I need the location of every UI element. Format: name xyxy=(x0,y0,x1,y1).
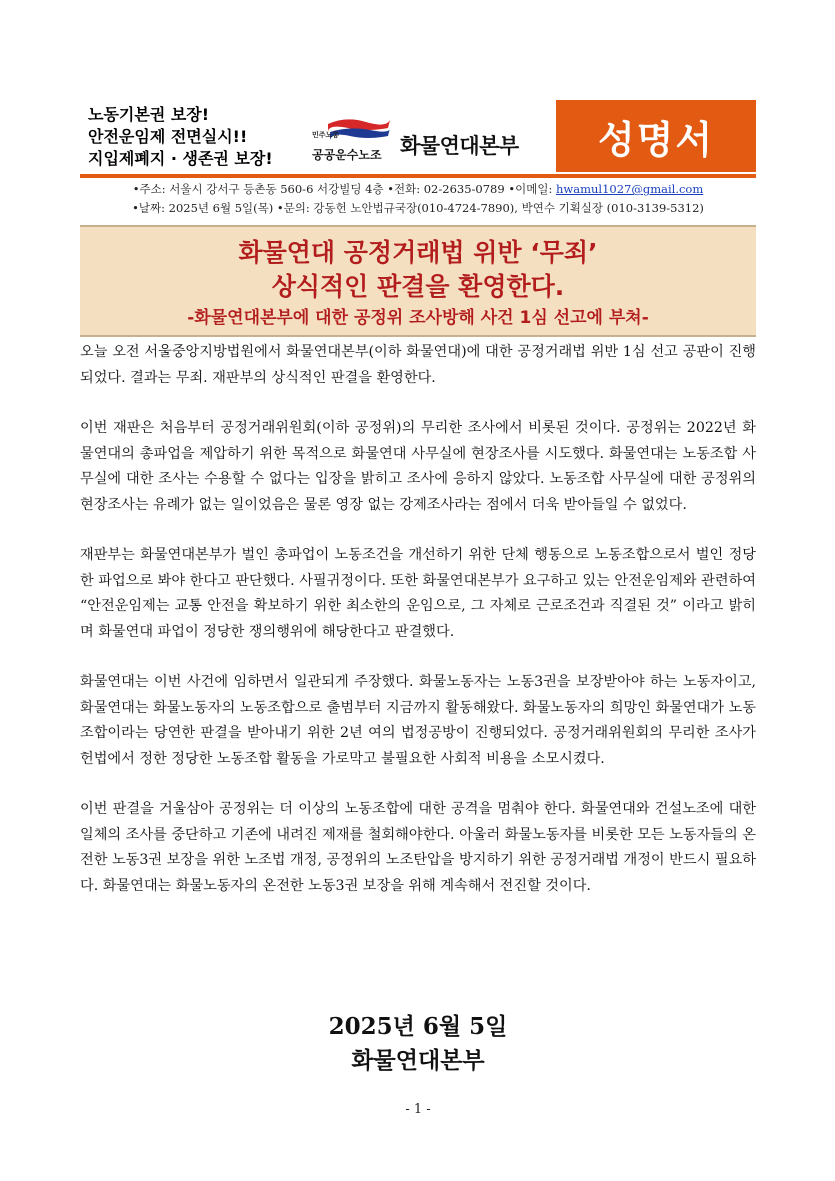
header-divider xyxy=(80,174,756,178)
org-name: 화물연대본부 xyxy=(400,134,519,158)
paragraph-3: 재판부는 화물연대본부가 벌인 총파업이 노동조건을 개선하기 위한 단체 행동으로 노동조합으로서 벌인 정당한 파업으로 봐야 한다고 판단했다. 사필귀정이다. 또한 화물연대본부가 요구하고 있는 안전운임제와 관련하여 “안전운임제는 교통 안전을 확보하기 위한 최소한의 운임으로, 그 자체로 근로조건과 직결된 것” 이라고 밝히며 화물연대 파업이 정당한 쟁의행위에 해당한다고 판결했다. xyxy=(80,547,756,640)
paragraph-4: 화물연대는 이번 사건에 임하면서 일관되게 주장했다. 화물노동자는 노동3권을 보장받아야 하는 노동자이고, 화물연대는 화물노동자의 노동조합으로 출범부터 지금까지 활동해왔다. 화물노동자의 희망인 화물연대가 노동조합이라는 당연한 판결을 받아내기 위한 2년 여의 법정공방이 진행되었다. 공정거래위원회의 무리한 조사가 헌법에서 정한 정당한 노동조합 활동을 가로막고 불필요한 사회적 비용을 소모시켰다. xyxy=(80,674,756,767)
headline-box xyxy=(80,225,756,337)
union-logo xyxy=(312,112,392,166)
statement-body xyxy=(80,340,756,924)
slogan-1: 노동기본권 보장! xyxy=(88,105,210,124)
date-line: •날짜: 2025년 6월 5일(목) •문의: 강동헌 노안법규국장(010-4724-7890), 박연수 기획실장 (010-3139-5312) xyxy=(132,201,704,215)
logo-small-text: 민주노총 xyxy=(312,131,340,139)
letterhead xyxy=(80,100,756,180)
email-link[interactable]: hwamul1027@gmail.com xyxy=(555,182,704,196)
signature: 화물연대본부 xyxy=(351,1047,485,1074)
slogan-2: 안전운임제 전면실시!! xyxy=(88,127,248,146)
address-line xyxy=(80,180,756,199)
headline-line-2: 상식적인 판결을 환영한다. xyxy=(271,272,565,301)
slogans xyxy=(88,104,273,170)
headline-line-1: 화물연대 공정거래법 위반 ‘무죄’ xyxy=(238,238,598,267)
address-text: •주소: 서울시 강서구 등촌동 560-6 서강빌딩 4층 •전화: 02-2635-0789 •이메일: xyxy=(132,182,556,196)
paragraph-1: 오늘 오전 서울중앙지방법원에서 화물연대본부(이하 화물연대)에 대한 공정거래법 위반 1심 선고 공판이 진행되었다. 결과는 무죄. 재판부의 상식적인 판결을 환영한다. xyxy=(80,344,756,386)
paragraph-2: 이번 재판은 처음부터 공정거래위원회(이하 공정위)의 무리한 조사에서 비롯된 것이다. 공정위는 2022년 화물연대의 총파업을 제압하기 위한 목적으로 화물연대 사무실에 현장조사를 시도했다. 화물연대는 노동조합 사무실에 대한 조사는 수용할 수 없다는 입장을 밝히고 조사에 응하지 않았다. 노동조합 사무실에 대한 공정위의 현장조사는 유례가 없는 일이었음은 물론 영장 없는 강제조사라는 점에서 더욱 받아들일 수 없었다. xyxy=(80,420,756,513)
logo-main-text: 공공운수노조 xyxy=(312,148,382,162)
contact-info xyxy=(80,180,756,218)
headline-subtitle: -화물연대본부에 대한 공정위 조사방해 사건 1심 선고에 부쳐- xyxy=(187,308,649,328)
statement-date: 2025년 6월 5일 xyxy=(328,1013,508,1040)
paragraph-5: 이번 판결을 거울삼아 공정위는 더 이상의 노동조합에 대한 공격을 멈춰야 한다. 화물연대와 건설노조에 대한 일체의 조사를 중단하고 기존에 내려진 제재를 철회해야한다. 아울러 화물노동자를 비롯한 모든 노동자들의 온전한 노동3권 보장을 위한 노조법 개정, 공정위의 노조탄압을 방지하기 위한 공정거래법 개정이 반드시 필요하다. 화물연대는 화물노동자의 온전한 노동3권 보장을 위해 계속해서 전진할 것이다. xyxy=(80,801,756,894)
slogan-3: 지입제폐지 · 생존권 보장! xyxy=(88,149,273,168)
page-number: - 1 - xyxy=(405,1102,431,1117)
doc-type-badge: 성명서 xyxy=(556,100,756,172)
